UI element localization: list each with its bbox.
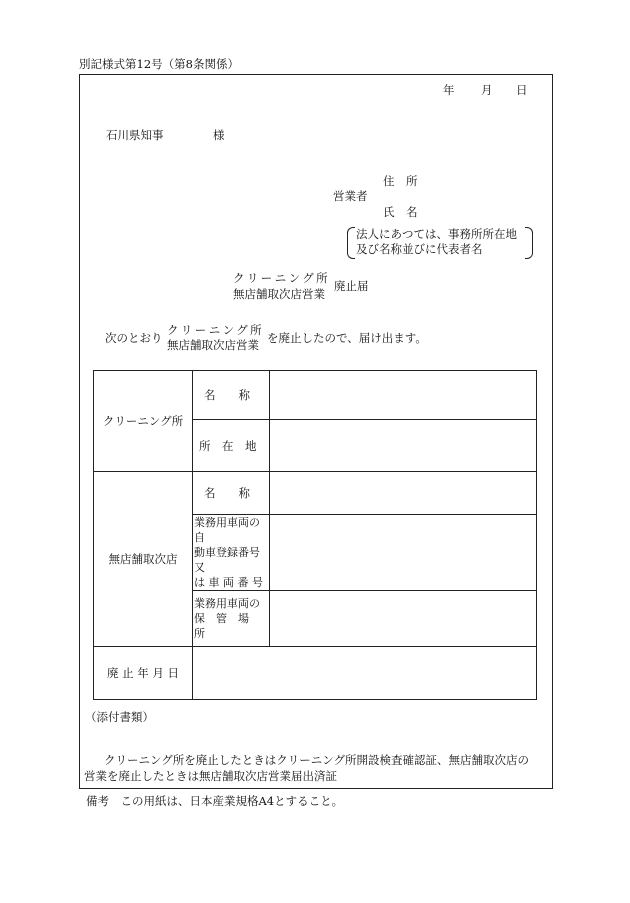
cleaning-name-label: 名 称 [193, 371, 270, 420]
corporate-note-line2: 及び名称並びに代表者名 [356, 242, 483, 256]
statement-prefix: 次のとおり [105, 331, 163, 345]
date-year-label: 年 [443, 83, 455, 97]
vehicle-storage-input[interactable] [270, 591, 537, 647]
applicant-label: 営業者 [333, 189, 368, 203]
date-day-label: 日 [516, 83, 528, 97]
statement-line2: 無店舗取次店営業 [167, 338, 259, 352]
address-label: 住 所 [383, 174, 418, 188]
closure-date-input[interactable] [193, 647, 537, 700]
closure-date-label: 廃 止 年 月 日 [94, 647, 193, 700]
unstaffed-name-label: 名 称 [193, 472, 270, 515]
cleaning-section-label: クリーニング所 [94, 371, 193, 472]
addressee-name: 石川県知事 [106, 128, 164, 142]
statement-suffix: を廃止したので、届け出ます。 [267, 331, 427, 345]
note-bracket-left [347, 227, 355, 259]
attachments-line1: クリーニング所を廃止したときはクリーニング所開設検査確認証、無店舗取次店の [104, 753, 530, 767]
attachments-heading: （添付書類） [85, 710, 154, 724]
date-month-label: 月 [481, 83, 493, 97]
name-label: 氏 名 [383, 205, 418, 219]
cleaning-location-label: 所 在 地 [193, 420, 270, 472]
cleaning-location-input[interactable] [270, 420, 537, 472]
remarks: 備考 この用紙は、日本産業規格A4とすること。 [86, 794, 344, 808]
vehicle-registration-label: 業務用車両の自 動車登録番号又 は 車 両 番 号 [193, 515, 270, 591]
statement-line1: クリーニング所 [167, 323, 265, 337]
title-line1: クリーニング所 [233, 271, 331, 285]
vehicle-storage-label: 業務用車両の 保 管 場 所 [193, 591, 270, 647]
cleaning-name-input[interactable] [270, 371, 537, 420]
title-suffix: 廃止届 [334, 279, 369, 293]
form-number: 別記様式第12号（第8条関係） [79, 57, 239, 71]
title-line2: 無店舗取次店営業 [233, 287, 325, 301]
addressee-honorific: 様 [213, 128, 225, 142]
unstaffed-section-label: 無店舗取次店 [94, 472, 193, 647]
attachments-line2: 営業を廃止したときは無店舗取次店営業届出済証 [84, 769, 337, 783]
notification-table [93, 370, 537, 700]
corporate-note-line1: 法人にあつては、事務所所在地 [356, 227, 517, 241]
unstaffed-name-input[interactable] [270, 472, 537, 515]
vehicle-registration-input[interactable] [270, 515, 537, 591]
note-bracket-right [525, 227, 533, 259]
